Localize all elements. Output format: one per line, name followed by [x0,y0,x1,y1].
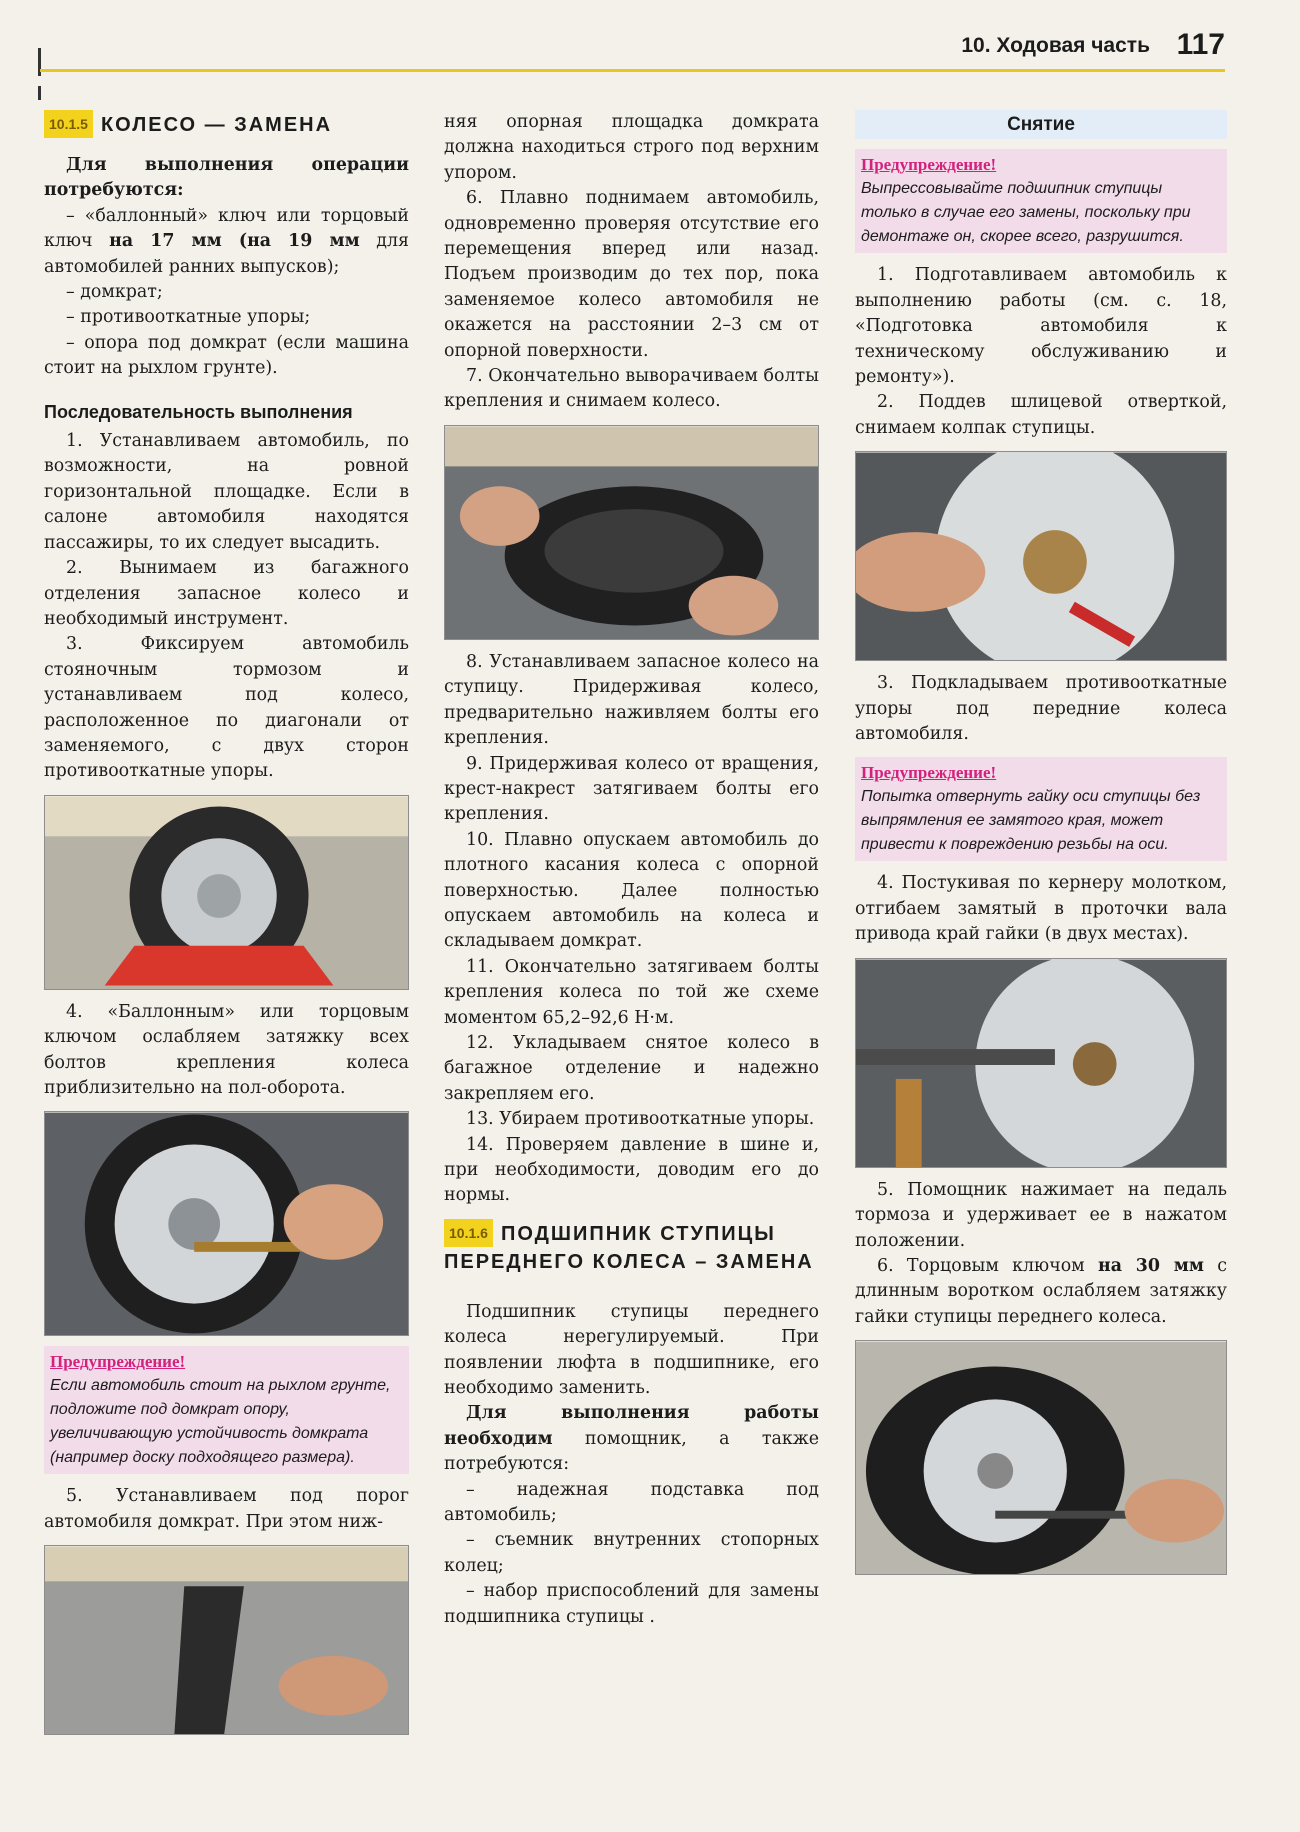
page-header [40,28,1225,72]
step [855,1254,1227,1330]
warning-text: Попытка отвернуть гайку оси ступицы без выпрямления ее замятого края, может привести к повреждению резьбы на оси. [861,788,1201,854]
step: 5. Помощник нажимает на педаль тормоза и удерживает ее в нажатом положении. [855,1179,1227,1251]
tool-item: – набор приспособлений для замены подшипника ступицы . [444,1581,819,1627]
section-heading-wheel [44,110,409,139]
step: 10. Плавно опускаем автомобиль до плотного касания колеса с опорной поверхностью. Далее полностью опускаем автомобиль на колеса и складываем домкрат. [444,829,819,952]
photo-wheel-chocks [44,795,409,990]
warning-title: Предупреждение! [50,1352,186,1372]
step: 5. Устанавливаем под порог автомобиля домкрат. При этом ниж- [44,1486,409,1532]
photo-jack [44,1545,409,1735]
step: 1. Подготавливаем автомобиль к выполнению работы (см. с. 18, «Подготовка автомобиля к техническому обслуживанию и ремонту»). [855,265,1227,388]
step: 11. Окончательно затягиваем болты крепления колеса по той же схеме моментом 65,2–92,6 Н·м. [444,956,819,1028]
page-number: 117 [1176,28,1225,61]
step: 1. Устанавливаем автомобиль, по возможности, на ровной горизонтальной площадке. Если в салоне автомобиля находятся пассажиры, то их следует высадить. [44,431,409,553]
wrench-image [45,1112,408,1336]
column-left [44,110,409,1745]
step: 4. «Баллонным» или торцовым ключом ослабляем затяжку всех болтов крепления колеса приблизительно на пол-оборота. [44,1001,409,1098]
warning-box [855,757,1227,861]
tool-text: для автомобилей ранних выпусков); [44,231,409,277]
intro-text: Подшипник ступицы переднего колеса нерегулируемый. При появлении люфта в подшипнике, его необходимо заменить. [444,1301,819,1399]
tool-item: – надежная подставка под автомобиль; [444,1479,819,1526]
photo-hub-cap [855,451,1227,661]
tool-item: – съемник внутренних стопорных колец; [444,1530,819,1576]
step: 2. Вынимаем из багажного отделения запасное колесо и необходимый инструмент. [44,558,409,629]
tool-item: – противооткатные упоры; [66,307,311,328]
edge-mark [38,86,41,100]
wheel-removal-image [445,426,818,640]
chapter-title: 10. Ходовая часть [961,34,1150,57]
photo-punch-nut [855,958,1227,1168]
step: 13. Убираем противооткатные упоры. [466,1109,815,1130]
step-text: с длинным воротком ослабляем затяжку гайки ступицы переднего колеса. [855,1255,1227,1327]
tools-intro: Для выполнения операции потребуются: [44,155,409,201]
wheel-chock-image [45,796,408,990]
column-middle [444,110,819,1630]
section-heading-bearing [444,1219,819,1276]
photo-loosening-bolts [44,1111,409,1336]
tool-item: – домкрат; [66,282,163,303]
hub-cap-image [856,452,1226,661]
step: 8. Устанавливаем запасное колесо на ступицу. Придерживая колесо, предварительно наживляем болты его крепления. [444,651,819,749]
section-number: 10.1.6 [444,1219,493,1247]
step-size: на 30 мм [1097,1255,1204,1276]
warning-box [855,149,1227,253]
step: 2. Поддев шлицевой отверткой, снимаем колпак ступицы. [855,392,1227,438]
step-text: 6. Торцовым ключом [877,1255,1098,1276]
warning-title: Предупреждение! [861,155,997,175]
step: 14. Проверяем давление в шине и, при необходимости, доводим его до нормы. [444,1134,819,1206]
warning-box [44,1346,409,1474]
hammer-image [856,959,1226,1168]
step: 7. Окончательно выворачиваем болты крепления и снимаем колесо. [444,366,819,412]
tools-intro-bold: Для выполнения работы необходим [444,1403,819,1449]
step: 3. Фиксируем автомобиль стояночным тормозом и устанавливаем под колесо, расположенное по диагонали от заменяемого, с двух сторон противооткатные упоры. [44,634,409,782]
photo-hub-nut [855,1340,1227,1575]
tools-intro [444,1401,819,1477]
tool-item [44,204,409,280]
sequence-heading: Последовательность выполнения [44,401,353,422]
step: 4. Постукивая по кернеру молотком, отгибаем замятый в проточки вала привода край гайки (в двух местах). [855,873,1227,945]
step: 12. Укладываем снятое колесо в багажное отделение и надежно закрепляем его. [444,1032,819,1104]
tool-text: – «баллонный» ключ или торцовый ключ [44,205,409,252]
hub-nut-image [856,1341,1226,1575]
photo-wheel-removal [444,425,819,640]
tool-size: на 17 мм (на 19 мм [109,231,360,252]
warning-title: Предупреждение! [861,763,997,783]
warning-text: Если автомобиль стоит на рыхлом грунте, подложите под домкрат опору, увеличивающую устойчивость домкрата (например доску подходящего размера). [50,1377,391,1467]
section-number: 10.1.5 [44,110,93,138]
section-title: КОЛЕСО — ЗАМЕНА [100,114,333,136]
step: 9. Придерживая колесо от вращения, крест-накрест затягиваем болты его крепления. [444,753,819,825]
column-right [855,110,1227,1585]
tool-item: – опора под домкрат (если машина стоит на рыхлом грунте). [44,332,409,379]
step: 6. Плавно поднимаем автомобиль, одновременно проверяя отсутствие его перемещения вперед или назад. Подъем производим до тех пор, пока заменяемое колесо автомобиля не окажется на расстоянии 2–3 см от опорной поверхности. [444,188,819,361]
tools-intro-rest: помощник, а также потребуются: [444,1428,819,1475]
jack-image [45,1546,408,1735]
section-title: ПОДШИПНИК СТУПИЦЫ ПЕРЕДНЕГО КОЛЕСА – ЗАМЕНА [444,1222,814,1273]
step: 3. Подкладываем противооткатные упоры под передние колеса автомобиля. [855,673,1227,745]
warning-text: Выпрессовывайте подшипник ступицы только в случае его замены, поскольку при демонтаже он, скорее всего, разрушится. [861,180,1191,246]
step-continuation: няя опорная площадка домкрата должна находиться строго под верхним упором. [444,112,819,183]
removal-heading: Снятие [855,110,1227,139]
